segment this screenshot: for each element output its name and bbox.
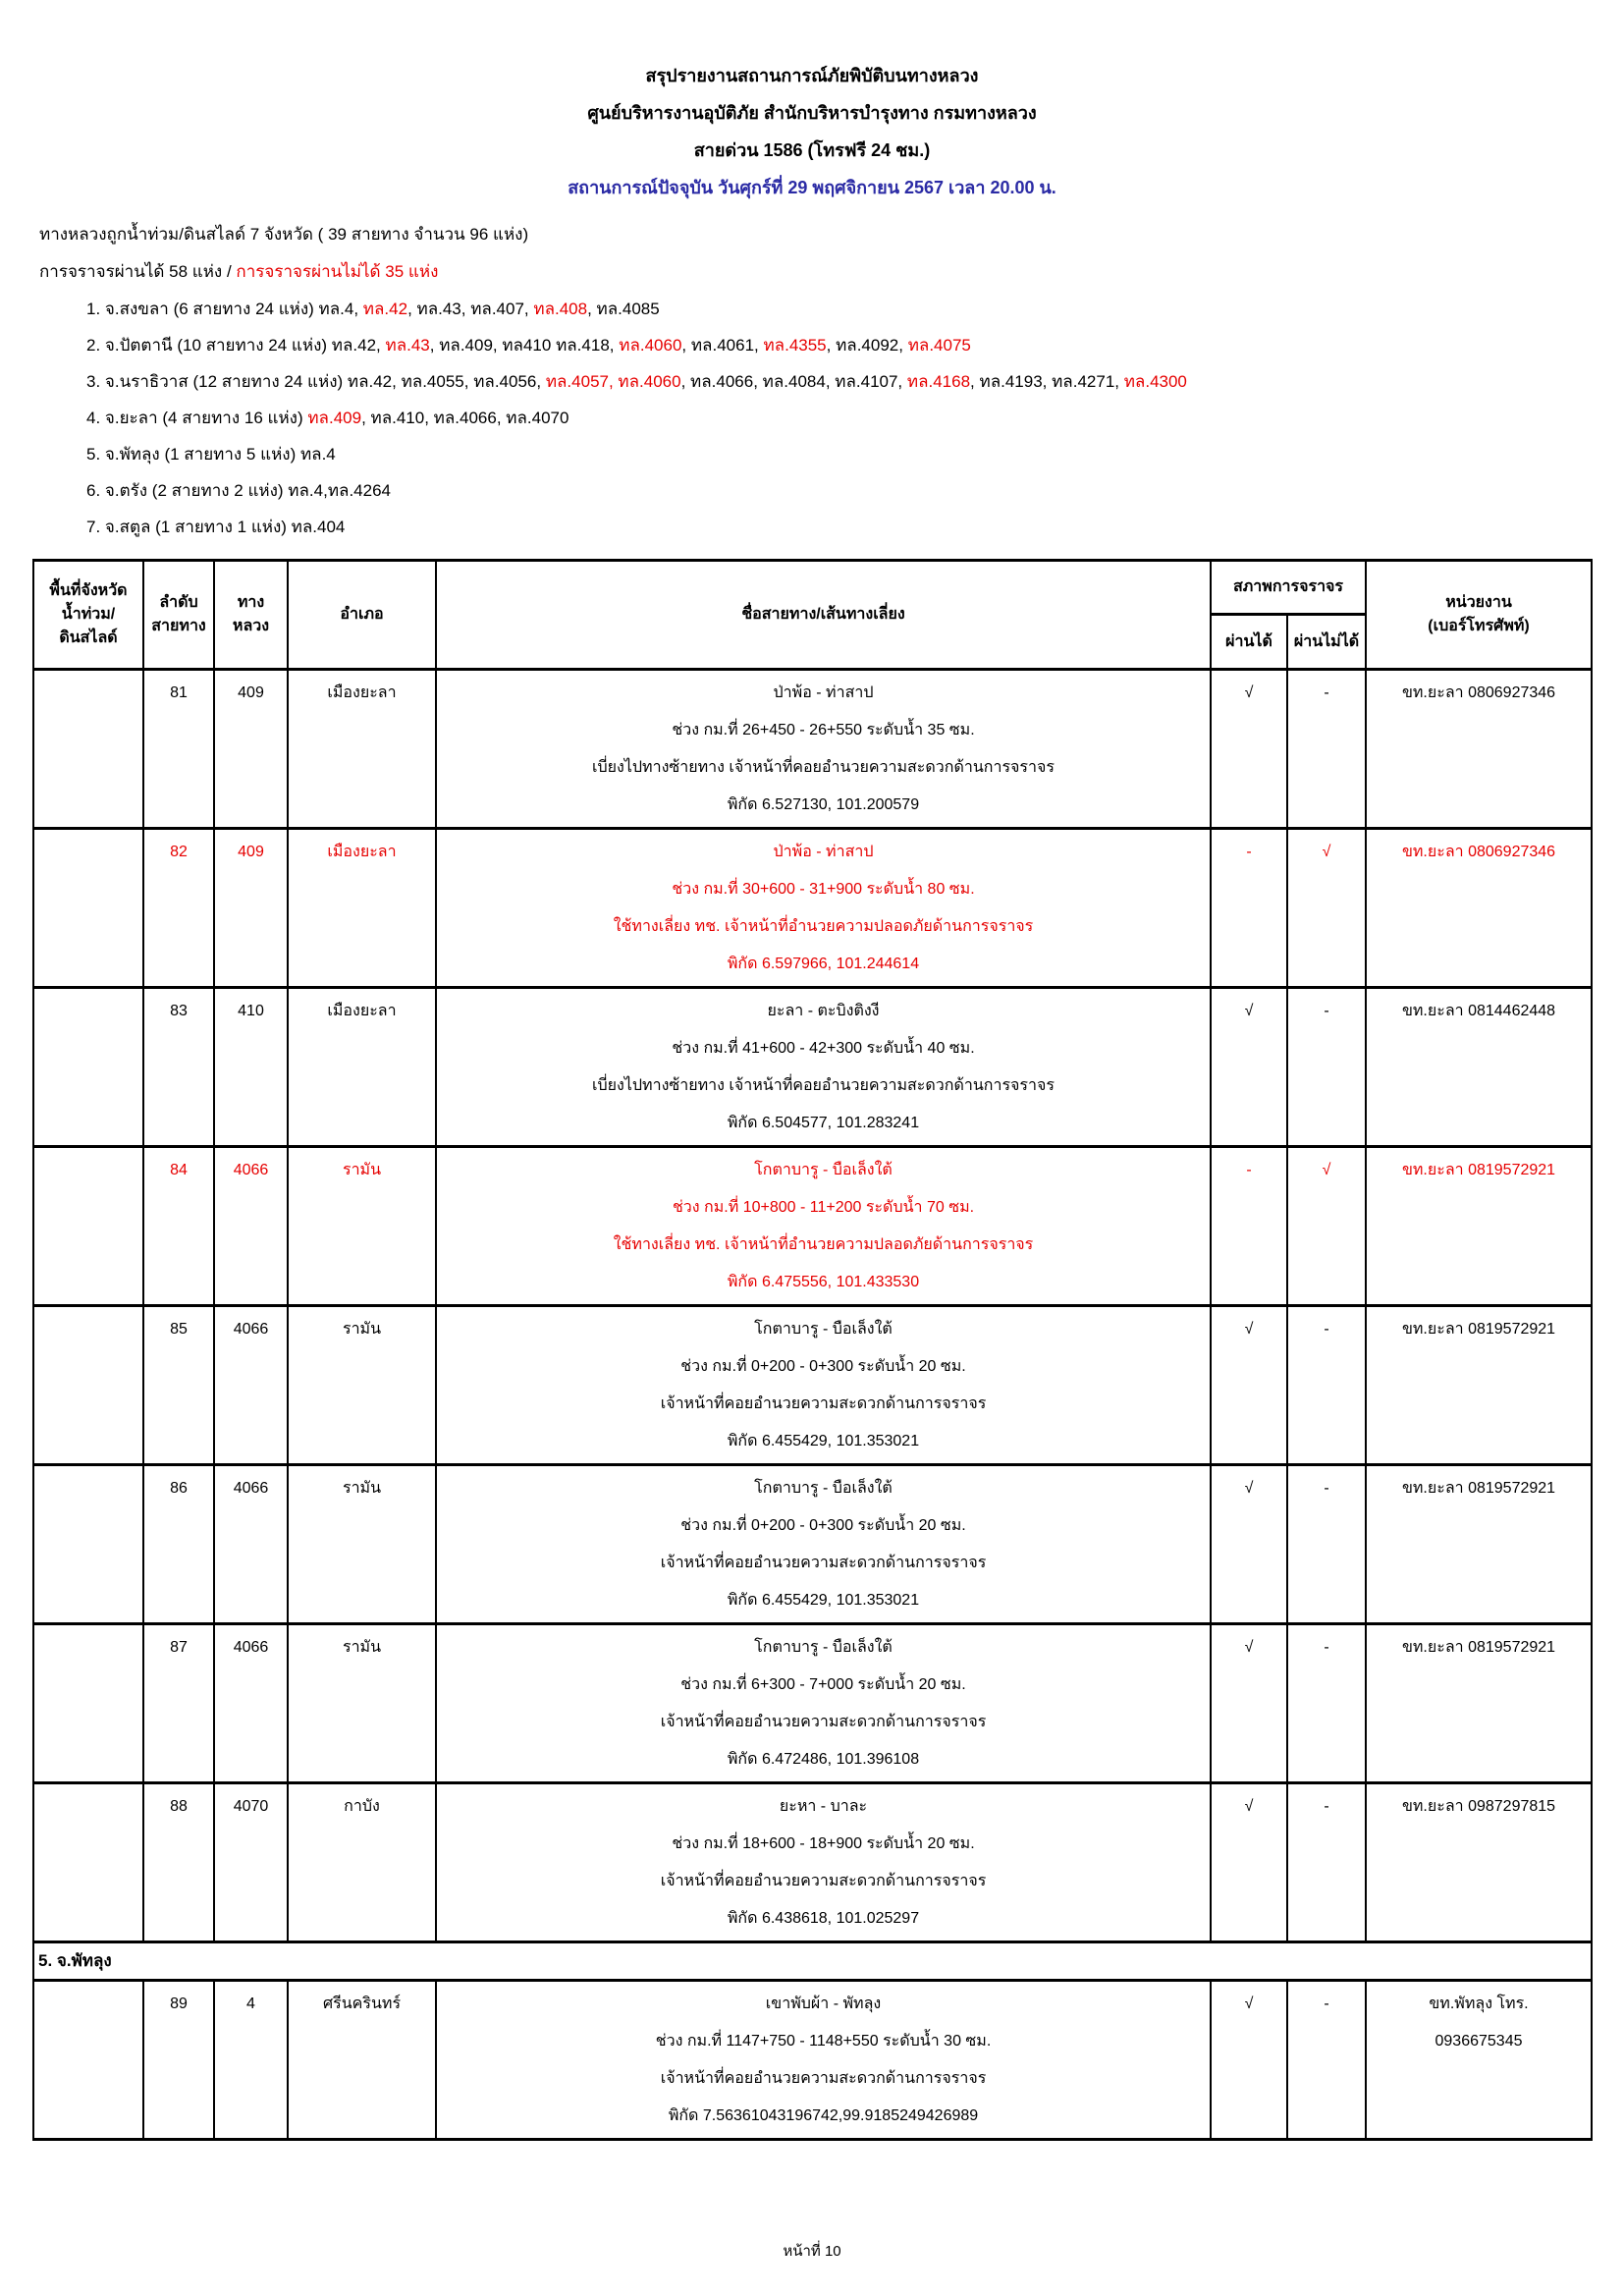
passable-cell: -: [1211, 1147, 1287, 1306]
route-description-line: เจ้าหน้าที่คอยอำนวยความสะดวกด้านการจราจร: [660, 1714, 987, 1730]
agency-cell: [1366, 1465, 1592, 1624]
province-list: [86, 291, 1624, 545]
table-row: [33, 670, 1592, 829]
province-item-4: [86, 400, 1624, 436]
district-cell: รามัน: [288, 1465, 436, 1624]
agency-line: ขท.ยะลา 0819572921: [1401, 1480, 1556, 1497]
route-description-cell: [436, 988, 1211, 1147]
province-item-text: 3. จ.นราธิวาส (12 สายทาง 24 แห่ง) ทล.42, ทล.4055, ทล.4056,: [86, 372, 546, 391]
sequence-cell: 89: [143, 1981, 214, 2140]
agency-cell: [1366, 829, 1592, 988]
route-description-cell: [436, 1981, 1211, 2140]
route-description-line: ช่วง กม.ที่ 0+200 - 0+300 ระดับน้ำ 20 ซม.: [680, 1517, 966, 1534]
col-header-agency: [1366, 561, 1592, 670]
route-description-line: พิกัด 6.527130, 101.200579: [727, 796, 920, 813]
impassable-cell: -: [1287, 988, 1366, 1147]
route-description-line: ป่าพ้อ - ท่าสาป: [773, 844, 874, 860]
summary-block: [39, 216, 1624, 291]
route-description-line: ช่วง กม.ที่ 26+450 - 26+550 ระดับน้ำ 35 ซม.: [672, 722, 975, 738]
passable-cell: √: [1211, 670, 1287, 829]
route-description-cell: [436, 1147, 1211, 1306]
col-header-seq-line: สายทาง: [151, 618, 206, 634]
highway-cell: 4066: [214, 1465, 288, 1624]
province-item-text: 4. จ.ยะลา (4 สายทาง 16 แห่ง): [86, 409, 308, 427]
province-item-text: ทล.409: [307, 409, 362, 427]
route-description-line: เขาพับผ้า - พัทลุง: [765, 1995, 882, 2012]
route-description-line: เบี่ยงไปทางซ้ายทาง เจ้าหน้าที่คอยอำนวยความสะดวกด้านการจราจร: [592, 759, 1055, 776]
province-item-text: , ทล.4193, ทล.4271,: [970, 372, 1124, 391]
province-item-text: , ทล.43, ทล.407,: [407, 300, 534, 318]
route-description-line: พิกัด 6.455429, 101.353021: [727, 1433, 920, 1449]
route-description-line: ใช้ทางเลี่ยง ทช. เจ้าหน้าที่อำนวยความปลอดภัยด้านการจราจร: [613, 918, 1034, 935]
province-item-text: , ทล.4092,: [826, 336, 908, 355]
hotline-line: สายด่วน 1586 (โทรฟรี 24 ชม.): [693, 140, 931, 160]
impassable-cell: √: [1287, 1147, 1366, 1306]
area-cell: [33, 1783, 143, 1942]
col-header-area-line: ดินสไลด์: [59, 629, 118, 646]
route-description-cell: [436, 670, 1211, 829]
report-subtitle: ศูนย์บริหารงานอุบัติภัย สำนักบริหารบำรุงทาง กรมทางหลวง: [587, 103, 1037, 123]
highway-cell: 4066: [214, 1147, 288, 1306]
route-description-line: พิกัด 6.475556, 101.433530: [727, 1274, 920, 1290]
sequence-cell: 82: [143, 829, 214, 988]
province-item-text: 5. จ.พัทลุง (1 สายทาง 5 แห่ง) ทล.4: [86, 445, 336, 464]
route-description-line: ป่าพ้อ - ท่าสาป: [773, 684, 874, 701]
section-label: 5. จ.พัทลุง: [33, 1942, 1592, 1981]
col-header-area-line: น้ำท่วม/: [61, 606, 116, 623]
agency-cell: [1366, 1147, 1592, 1306]
province-item-text: ทล.4060: [619, 336, 682, 355]
agency-line: ขท.ยะลา 0814462448: [1401, 1003, 1556, 1019]
sequence-cell: 86: [143, 1465, 214, 1624]
route-description-line: โกตาบารู - บือเล็งใต้: [754, 1321, 893, 1338]
summary-line-flood: ทางหลวงถูกน้ำท่วม/ดินสไลด์ 7 จังหวัด ( 39 สายทาง จำนวน 96 แห่ง): [39, 225, 529, 244]
highway-cell: 4066: [214, 1624, 288, 1783]
impassable-cell: -: [1287, 1624, 1366, 1783]
route-description-line: ช่วง กม.ที่ 6+300 - 7+000 ระดับน้ำ 20 ซม.: [680, 1676, 966, 1693]
province-item-text: , ทล.410, ทล.4066, ทล.4070: [361, 409, 569, 427]
route-description-line: ช่วง กม.ที่ 1147+750 - 1148+550 ระดับน้ำ 30 ซม.: [655, 2033, 992, 2050]
agency-cell: [1366, 1981, 1592, 2140]
agency-cell: [1366, 988, 1592, 1147]
section-row: [33, 1942, 1592, 1981]
col-header-district: อำเภอ: [288, 561, 436, 670]
district-cell: เมืองยะลา: [288, 829, 436, 988]
document-header: [0, 0, 1624, 206]
highway-cell: 410: [214, 988, 288, 1147]
col-header-agency-line: หน่วยงาน: [1445, 594, 1512, 611]
province-item-text: ทล.408: [533, 300, 588, 318]
route-description-line: เบี่ยงไปทางซ้ายทาง เจ้าหน้าที่คอยอำนวยความสะดวกด้านการจราจร: [592, 1077, 1055, 1094]
province-item-text: ทล.4168: [906, 372, 971, 391]
passable-cell: -: [1211, 829, 1287, 988]
agency-line: ขท.ยะลา 0819572921: [1401, 1639, 1556, 1656]
impassable-cell: -: [1287, 670, 1366, 829]
agency-line: ขท.ยะลา 0819572921: [1401, 1162, 1556, 1178]
province-item-text: 2. จ.ปัตตานี (10 สายทาง 24 แห่ง) ทล.42,: [86, 336, 386, 355]
impassable-cell: -: [1287, 1981, 1366, 2140]
province-item-text: 7. จ.สตูล (1 สายทาง 1 แห่ง) ทล.404: [86, 518, 346, 536]
passable-cell: √: [1211, 1783, 1287, 1942]
route-description-line: เจ้าหน้าที่คอยอำนวยความสะดวกด้านการจราจร: [660, 2070, 987, 2087]
table-row: [33, 1981, 1592, 2140]
route-description-line: ช่วง กม.ที่ 10+800 - 11+200 ระดับน้ำ 70 ซม.: [672, 1199, 975, 1216]
area-cell: [33, 829, 143, 988]
highway-cell: 409: [214, 829, 288, 988]
table-row: [33, 1465, 1592, 1624]
agency-cell: [1366, 1624, 1592, 1783]
province-item-text: 6. จ.ตรัง (2 สายทาง 2 แห่ง) ทล.4,ทล.4264: [86, 481, 391, 500]
agency-cell: [1366, 1783, 1592, 1942]
col-header-area-line: พื้นที่จังหวัด: [49, 582, 128, 599]
route-description-cell: [436, 1465, 1211, 1624]
table-row: [33, 1624, 1592, 1783]
route-description-line: ช่วง กม.ที่ 0+200 - 0+300 ระดับน้ำ 20 ซม.: [680, 1358, 966, 1375]
area-cell: [33, 988, 143, 1147]
province-item-text: , ทล.4061,: [681, 336, 764, 355]
province-item-1: [86, 291, 1624, 327]
col-header-route: ชื่อสายทาง/เส้นทางเลี่ยง: [436, 561, 1211, 670]
district-cell: เมืองยะลา: [288, 988, 436, 1147]
province-item-text: ทล.4075: [907, 336, 971, 355]
impassable-cell: -: [1287, 1306, 1366, 1465]
province-item-text: ทล.4057, ทล.4060: [545, 372, 681, 391]
highway-cell: 4066: [214, 1306, 288, 1465]
col-header-impassable: ผ่านไม่ได้: [1287, 615, 1366, 670]
impassable-cell: √: [1287, 829, 1366, 988]
page-number: หน้าที่ 10: [783, 2243, 841, 2260]
province-item-6: [86, 472, 1624, 509]
col-header-highway-line: ทาง: [237, 594, 265, 611]
passable-cell: √: [1211, 1465, 1287, 1624]
col-header-area: [33, 561, 143, 670]
summary-line-traffic: [39, 253, 1624, 291]
route-description-cell: [436, 1783, 1211, 1942]
agency-cell: [1366, 670, 1592, 829]
district-cell: รามัน: [288, 1147, 436, 1306]
passable-cell: √: [1211, 1624, 1287, 1783]
province-item-text: ทล.43: [385, 336, 430, 355]
sequence-cell: 87: [143, 1624, 214, 1783]
sequence-cell: 85: [143, 1306, 214, 1465]
route-description-line: เจ้าหน้าที่คอยอำนวยความสะดวกด้านการจราจร: [660, 1873, 987, 1889]
table-row: [33, 829, 1592, 988]
route-description-line: พิกัด 6.504577, 101.283241: [727, 1115, 920, 1131]
district-cell: กาบัง: [288, 1783, 436, 1942]
sequence-cell: 84: [143, 1147, 214, 1306]
province-item-2: [86, 327, 1624, 363]
agency-line: ขท.ยะลา 0806927346: [1401, 684, 1556, 701]
route-description-line: เจ้าหน้าที่คอยอำนวยความสะดวกด้านการจราจร: [660, 1395, 987, 1412]
province-item-text: 1. จ.สงขลา (6 สายทาง 24 แห่ง) ทล.4,: [86, 300, 363, 318]
route-description-cell: [436, 829, 1211, 988]
passable-cell: √: [1211, 1981, 1287, 2140]
area-cell: [33, 670, 143, 829]
passable-cell: √: [1211, 988, 1287, 1147]
col-header-highway: [214, 561, 288, 670]
route-description-line: พิกัด 6.455429, 101.353021: [727, 1592, 920, 1609]
table-row: [33, 988, 1592, 1147]
sequence-cell: 83: [143, 988, 214, 1147]
col-header-highway-line: หลวง: [232, 618, 270, 634]
province-item-text: , ทล.4085: [587, 300, 660, 318]
district-cell: รามัน: [288, 1306, 436, 1465]
col-header-passable: ผ่านได้: [1211, 615, 1287, 670]
area-cell: [33, 1147, 143, 1306]
agency-line: ขท.ยะลา 0987297815: [1401, 1798, 1556, 1815]
area-cell: [33, 1465, 143, 1624]
province-item-text: , ทล.409, ทล410 ทล.418,: [429, 336, 620, 355]
area-cell: [33, 1624, 143, 1783]
route-description-line: ยะลา - ตะบิงติงงี: [767, 1003, 880, 1019]
province-item-5: [86, 436, 1624, 472]
table-row: [33, 1147, 1592, 1306]
status-datetime-line: สถานการณ์ปัจจุบัน วันศุกร์ที่ 29 พฤศจิกายน 2567 เวลา 20.00 น.: [568, 178, 1056, 197]
agency-line: 0936675345: [1435, 2033, 1523, 2050]
province-item-text: ทล.42: [362, 300, 408, 318]
route-description-line: พิกัด 6.472486, 101.396108: [727, 1751, 920, 1768]
province-item-7: [86, 509, 1624, 545]
sequence-cell: 88: [143, 1783, 214, 1942]
route-description-line: ใช้ทางเลี่ยง ทช. เจ้าหน้าที่อำนวยความปลอดภัยด้านการจราจร: [613, 1236, 1034, 1253]
district-cell: เมืองยะลา: [288, 670, 436, 829]
route-description-cell: [436, 1306, 1211, 1465]
impassable-cell: -: [1287, 1783, 1366, 1942]
route-description-line: พิกัด 6.597966, 101.244614: [727, 956, 920, 972]
province-item-3: [86, 363, 1624, 400]
highway-status-table: [32, 559, 1593, 2141]
province-item-text: , ทล.4066, ทล.4084, ทล.4107,: [680, 372, 907, 391]
route-description-line: โกตาบารู - บือเล็งใต้: [754, 1162, 893, 1178]
sequence-cell: 81: [143, 670, 214, 829]
district-cell: รามัน: [288, 1624, 436, 1783]
route-description-line: ช่วง กม.ที่ 30+600 - 31+900 ระดับน้ำ 80 ซม.: [672, 881, 975, 898]
highway-cell: 4: [214, 1981, 288, 2140]
col-header-agency-line: (เบอร์โทรศัพท์): [1428, 618, 1530, 634]
area-cell: [33, 1306, 143, 1465]
route-description-line: ช่วง กม.ที่ 18+600 - 18+900 ระดับน้ำ 20 ซม.: [672, 1835, 975, 1852]
highway-cell: 409: [214, 670, 288, 829]
district-cell: ศรีนครินทร์: [288, 1981, 436, 2140]
province-item-text: ทล.4300: [1123, 372, 1187, 391]
area-cell: [33, 1981, 143, 2140]
impassable-cell: -: [1287, 1465, 1366, 1624]
report-title: สรุปรายงานสถานการณ์ภัยพิบัติบนทางหลวง: [645, 66, 979, 85]
traffic-count-text: การจราจรผ่านได้ 58 แห่ง /: [39, 262, 237, 281]
col-header-seq: [143, 561, 214, 670]
passable-cell: √: [1211, 1306, 1287, 1465]
province-item-text: ทล.4355: [763, 336, 827, 355]
route-description-line: โกตาบารู - บือเล็งใต้: [754, 1639, 893, 1656]
agency-line: ขท.พัทลุง โทร.: [1429, 1995, 1529, 2012]
route-description-line: ช่วง กม.ที่ 41+600 - 42+300 ระดับน้ำ 40 ซม.: [672, 1040, 975, 1057]
route-description-cell: [436, 1624, 1211, 1783]
traffic-count-text: การจราจรผ่านไม่ได้ 35 แห่ง: [236, 262, 439, 281]
route-description-line: พิกัด 6.438618, 101.025297: [727, 1910, 920, 1927]
highway-cell: 4070: [214, 1783, 288, 1942]
table-row: [33, 1306, 1592, 1465]
route-description-line: พิกัด 7.56361043196742,99.9185249426989: [668, 2107, 979, 2124]
col-header-seq-line: ลำดับ: [159, 594, 198, 611]
col-header-traffic: สภาพการจราจร: [1211, 561, 1366, 615]
agency-cell: [1366, 1306, 1592, 1465]
route-description-line: โกตาบารู - บือเล็งใต้: [754, 1480, 893, 1497]
route-description-line: ยะหา - บาละ: [779, 1798, 868, 1815]
table-row: [33, 1783, 1592, 1942]
agency-line: ขท.ยะลา 0819572921: [1401, 1321, 1556, 1338]
route-description-line: เจ้าหน้าที่คอยอำนวยความสะดวกด้านการจราจร: [660, 1555, 987, 1571]
agency-line: ขท.ยะลา 0806927346: [1401, 844, 1556, 860]
